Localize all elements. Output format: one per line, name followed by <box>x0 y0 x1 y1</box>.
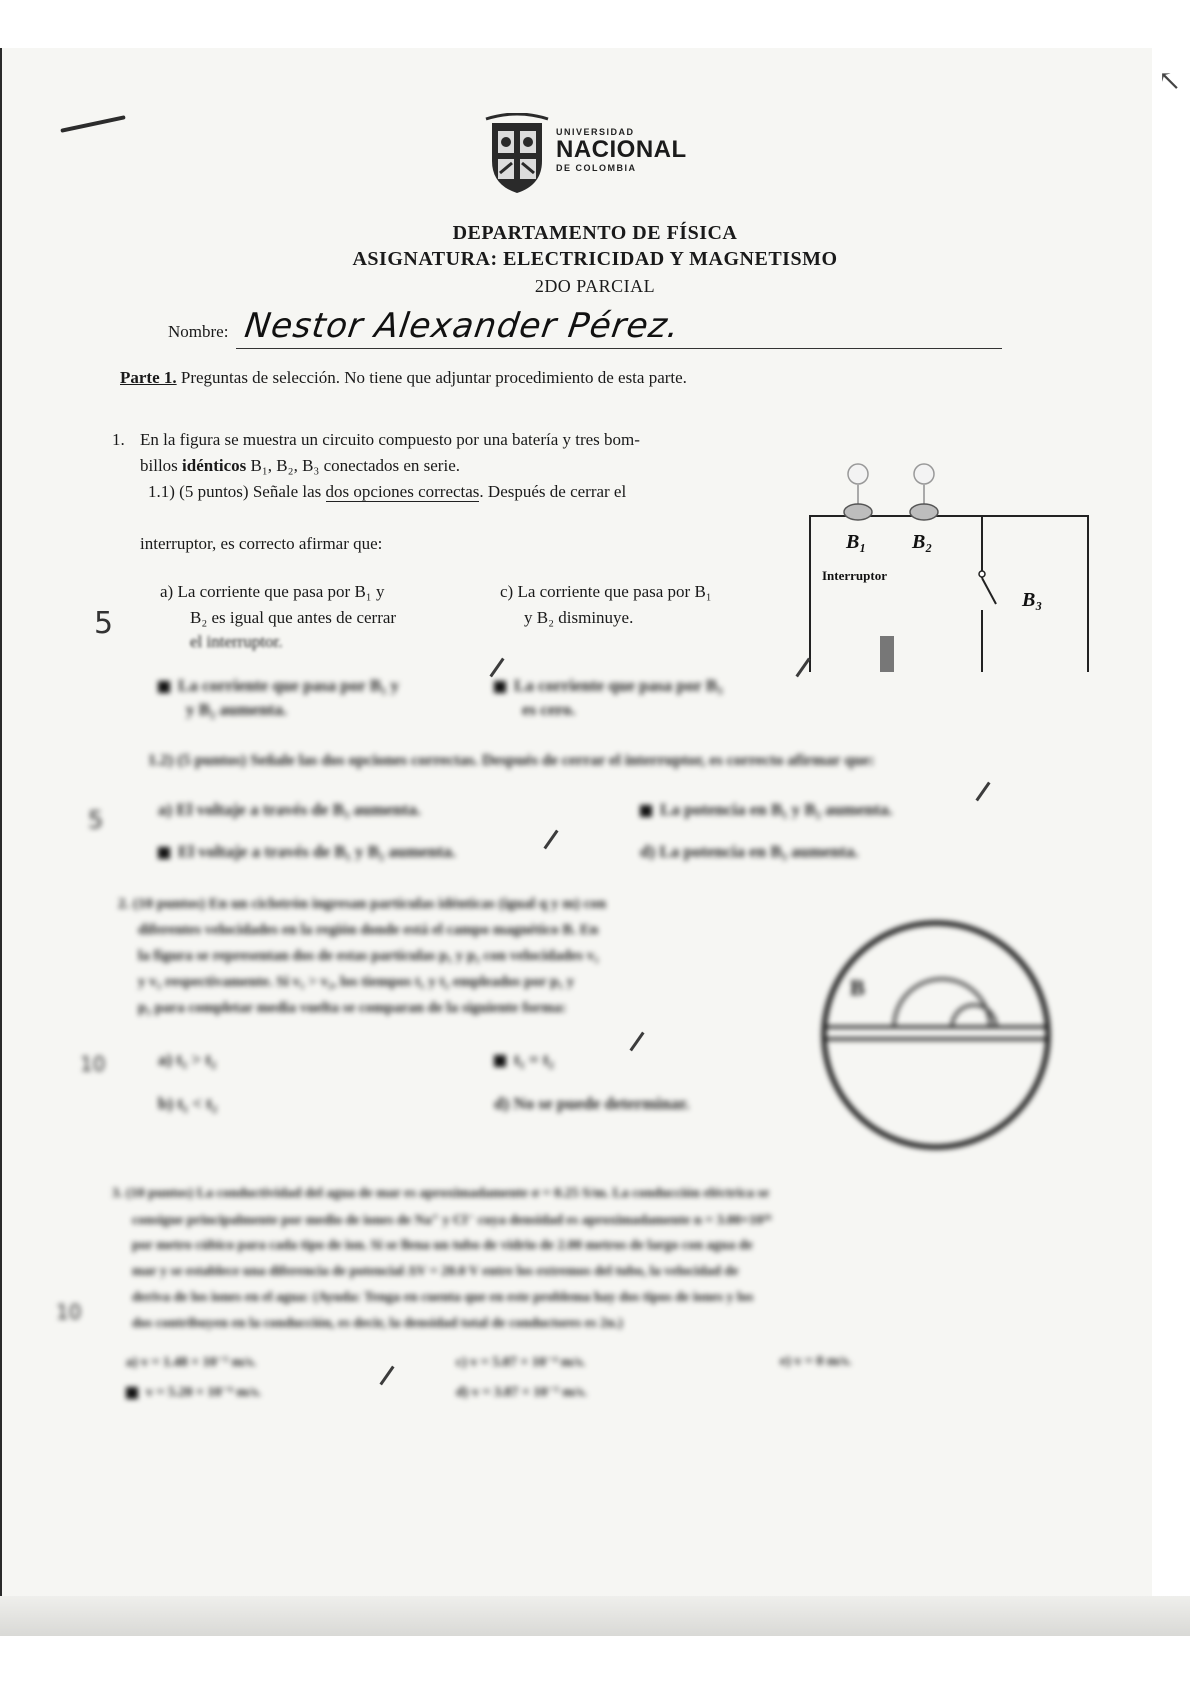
corner-pen-mark: ↖ <box>1158 66 1182 97</box>
q3-option-a: a) v = 1.48 × 10⁻⁵ m/s. <box>126 1355 257 1370</box>
part1-title: Parte 1. <box>120 368 177 387</box>
course-title: ASIGNATURA: ELECTRICIDAD Y MAGNETISMO <box>352 248 838 270</box>
name-label: Nombre: <box>168 322 229 341</box>
q1-option-c-line2: y B₂ disminuye. <box>524 608 634 627</box>
q2-grade-mark: 10 <box>80 1052 106 1076</box>
filled-bubble-icon <box>158 681 170 693</box>
q1-line2-pre: billos <box>140 456 183 475</box>
q1-line2-bold: idénticos <box>182 456 247 475</box>
q1-sub-line2: interruptor, es correcto afirmar que: <box>140 534 383 553</box>
q1-option-c-line1: c) La corriente que pasa por B₁ <box>500 582 712 601</box>
q1-option-a-line2: B₂ es igual que antes de cerrar <box>190 608 397 627</box>
q3-line4: mar y se establece una diferencia de potencial ΔV = 20.0 V entre los extremos del tubo, la velocidad de <box>132 1264 739 1279</box>
department-title: DEPARTAMENTO DE FÍSICA <box>452 222 738 244</box>
q3-option-c: c) v = 5.07 × 10⁻⁴ m/s. <box>456 1355 586 1370</box>
q1-2-text: 1.2) (5 puntos) Señale las dos opciones correctas. Después de cerrar el interruptor, es correcto afirmar que: <box>148 752 875 769</box>
student-name: Nestor Alexander Pérez. <box>242 306 683 346</box>
q1-2-grade-mark: 5 <box>88 806 104 834</box>
q1-option-d: La corriente que pasa por B₃ <box>494 676 722 696</box>
q1-sub-underlined: dos opciones correctas <box>325 482 480 501</box>
q3-option-e: e) v = 0 m/s. <box>780 1354 852 1369</box>
q2-line2: diferentes velocidades en la región donde está el campo magnético B. En <box>138 922 599 938</box>
q1-sub-post: . Después de cerrar el <box>479 482 627 501</box>
logo-line1: UNIVERSIDAD <box>556 127 635 137</box>
q3-line3: por metro cúbico para cada tipo de ion. Si se llena un tubo de vidrio de 2.00 metros de largo con agua de <box>132 1238 753 1253</box>
q2-line3: la figura se representan dos de estas partículas p₁ y p₂ con velocidades v₁ <box>138 948 599 964</box>
q2-line1: 2. (10 puntos) En un ciclotrón ingresan partículas idénticas (igual q y m) con <box>118 896 607 912</box>
label-b3: B₃ <box>1022 589 1043 611</box>
q2-line4: y v₂ respectivamente. Si v₁ > v₂, los tiempos t₁ y t₂ empleados por p₁ y <box>138 974 575 990</box>
q2-line5: p₂ para completar media vuelta se comparan de la siguiente forma: <box>138 1000 567 1016</box>
q1-option-b-line2: y B₂ aumenta. <box>186 700 287 719</box>
q2-option-b: b) t₁ < t₂ <box>158 1094 218 1113</box>
q1-number: 1. <box>112 430 125 449</box>
q1-line2-post: B₁, B₂, B₃ conectados en serie. <box>246 456 460 475</box>
q2-option-d: d) No se puede determinar. <box>494 1094 690 1113</box>
q1-2-option-c: La potencia en B₁ y B₂ aumenta. <box>640 800 893 820</box>
label-switch: Interruptor <box>822 568 887 583</box>
q3-line1: 3. (10 puntos) La conductividad del agua de mar es aproximadamente σ = 0.25 S/m. La conducción eléctrica se <box>112 1186 770 1201</box>
q1-option-d-line2: es cero. <box>522 700 576 719</box>
logo-line3: DE COLOMBIA <box>556 163 637 173</box>
q2-option-a: a) t₁ > t₂ <box>158 1050 217 1069</box>
filled-bubble-icon <box>126 1387 138 1399</box>
label-b1: B₁ <box>846 531 867 553</box>
label-b2: B₂ <box>912 531 933 553</box>
svg-text:B: B <box>850 975 865 1000</box>
q3-line6: dos contribuyen en la conducción, es decir, la densidad total de conductores es 2n.) <box>132 1316 623 1331</box>
q3-line5: deriva de los iones en el agua: (Ayuda: Tenga en cuenta que en este problema hay dos tipos de iones y los <box>132 1290 754 1305</box>
q1-option-a-line3: el interruptor. <box>190 632 283 651</box>
part1-instructions: Preguntas de selección. No tiene que adjuntar procedimiento de esta parte. <box>180 368 687 387</box>
cyclotron-diagram <box>820 905 1060 1165</box>
q1-line1: En la figura se muestra un circuito compuesto por una batería y tres bom- <box>140 430 640 449</box>
q1-option-b: La corriente que pasa por B₁ y <box>158 676 399 696</box>
filled-bubble-icon <box>640 805 652 817</box>
q1-2-option-b: El voltaje a través de B₁ y B₂ aumenta. <box>158 842 456 862</box>
q1-sub-label: 1.1) (5 puntos) Señale las <box>148 482 326 501</box>
filled-bubble-icon <box>494 681 506 693</box>
logo-line2: NACIONAL <box>556 136 687 163</box>
q1-2-option-a: a) El voltaje a través de B₃ aumenta. <box>158 800 421 819</box>
q1-option-a-line1: a) La corriente que pasa por B₁ y <box>160 582 385 601</box>
exam-title: 2DO PARCIAL <box>534 276 656 296</box>
q3-grade-mark: 10 <box>56 1300 82 1324</box>
q3-line2: consigue principalmente por medio de iones de Na⁺ y Cl⁻ cuya densidad es aproximadamente n = 3.00×10²⁶ <box>132 1213 772 1228</box>
q3-option-b: v = 5.20 × 10⁻⁶ m/s. <box>126 1384 261 1401</box>
q3-option-d: d) v = 3.87 × 10⁻⁵ m/s. <box>456 1385 587 1400</box>
filled-bubble-icon <box>158 847 170 859</box>
q1-grade-mark: 5 <box>94 606 114 641</box>
filled-bubble-icon <box>494 1055 506 1067</box>
q2-option-c: t₁ = t₂ <box>494 1050 554 1070</box>
q1-2-option-d: d) La potencia en B₃ aumenta. <box>640 842 859 861</box>
